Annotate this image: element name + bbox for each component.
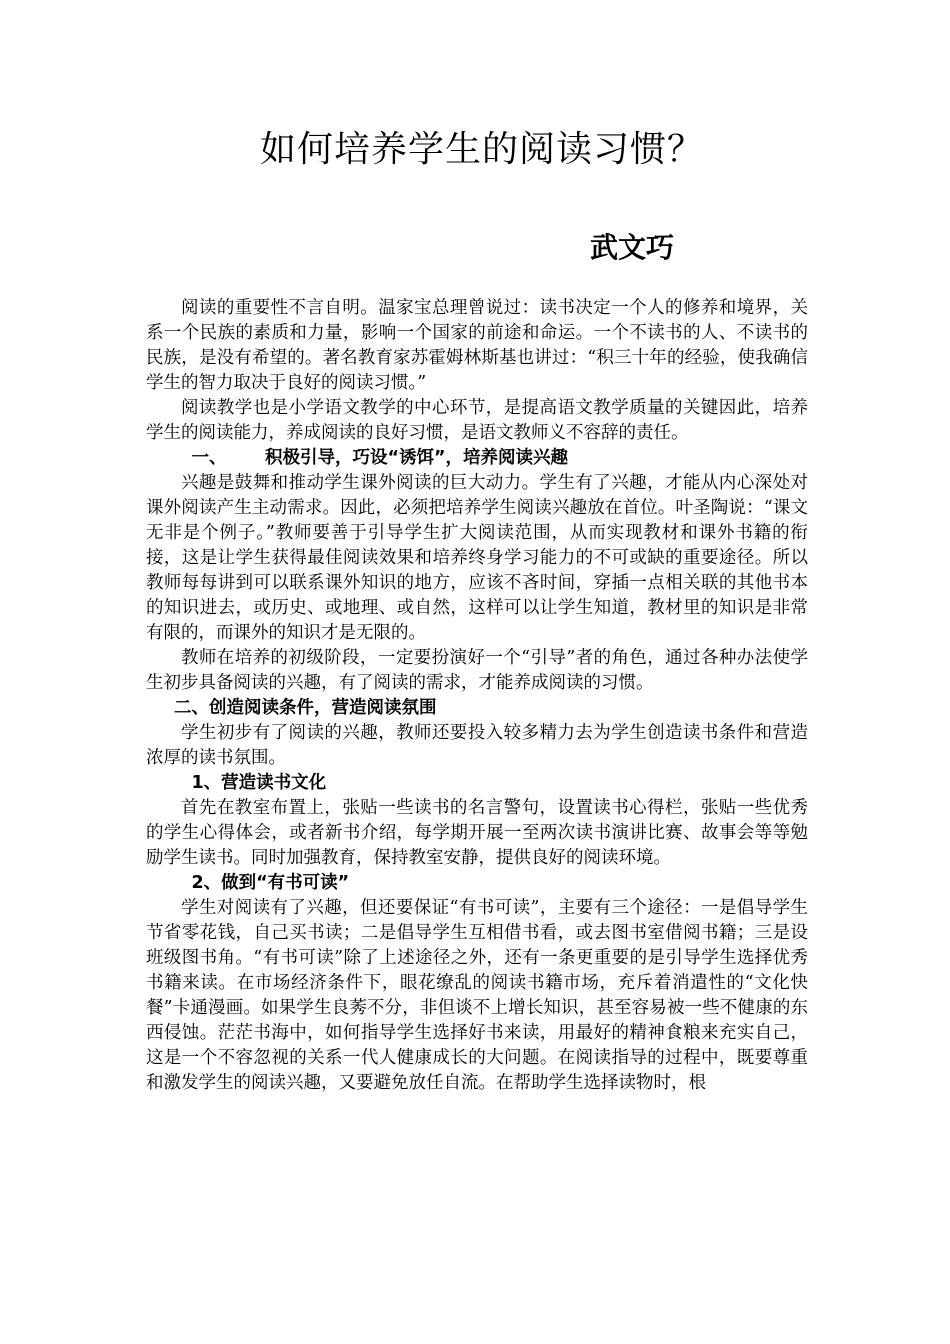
paragraph-importance: 阅读教学也是小学语文教学的中心环节，是提高语文教学质量的关键因此，培养学生的阅读能力，养成阅读的良好习惯，是语文教师义不容辞的责任。 — [146, 398, 808, 443]
paragraph-culture: 首先在教室布置上，张贴一些读书的名言警句，设置读书心得栏，张贴一些优秀的学生心得体会，或者新书介绍，每学期开展一至两次读书演讲比赛、故事会等等勉励学生读书。同时加强教育，保持教室安静，提供良好的阅读环境。 — [146, 798, 808, 868]
document-body — [146, 296, 808, 1096]
paragraph-guide: 教师在培养的初级阶段，一定要扮演好一个“引导”者的角色，通过各种办法使学生初步具备阅读的兴趣，有了阅读的需求，才能养成阅读的习惯。 — [146, 648, 808, 693]
section-heading-1-text: 积极引导，巧设“诱饵”，培养阅读兴趣 — [265, 448, 569, 468]
section-heading-2: 二、创造阅读条件，营造阅读氛围 — [174, 698, 437, 718]
section-heading-1-number: 一、 — [191, 448, 227, 468]
section-heading-1 — [146, 446, 808, 471]
paragraph-books: 学生对阅读有了兴趣，但还要保证“有书可读”，主要有三个途径：一是倡导学生节省零花钱，自己买书读；二是倡导学生互相借书看，或去图书室借阅书籍；三是设班级图书角。“有书可读”除了上述途径之外，还有一条更重要的是引导学生选择优秀书籍来读。在市场经济条件下，眼花缭乱的阅读书籍市场，充斥着消遣性的“文化快餐”卡通漫画。如果学生良莠不分，非但谈不上增长知识，甚至容易被一些不健康的东西侵蚀。茫茫书海中，如何指导学生选择好书来读，用最好的精神食粮来充实自己，这是一个不容忽视的关系一代人健康成长的大问题。在阅读指导的过程中，既要尊重和激发学生的阅读兴趣，又要避免放任自流。在帮助学生选择读物时，根 — [146, 898, 808, 1093]
paragraph-intro: 阅读的重要性不言自明。温家宝总理曾说过：读书决定一个人的修养和境界，关系一个民族的素质和力量，影响一个国家的前途和命运。一个不读书的人、不读书的民族，是没有希望的。著名教育家苏霍姆林斯基也讲过：“积三十年的经验，使我确信学生的智力取决于良好的阅读习惯。” — [146, 298, 808, 393]
subsection-heading-1: 1、营造读书文化 — [191, 773, 327, 793]
author-name: 武文巧 — [590, 231, 675, 264]
subsection-heading-2: 2、做到“有书可读” — [191, 873, 350, 893]
document-title: 如何培养学生的阅读习惯？ — [259, 129, 704, 170]
paragraph-interest: 兴趣是鼓舞和推动学生课外阅读的巨大动力。学生有了兴趣，才能从内心深处对课外阅读产生主动需求。因此，必须把培养学生阅读兴趣放在首位。叶圣陶说：“课文无非是个例子。”教师要善于引导学生扩大阅读范围，从而实现教材和课外书籍的衔接，这是让学生获得最佳阅读效果和培养终身学习能力的不可或缺的重要途径。所以教师每每讲到可以联系课外知识的地方，应该不吝时间，穿插一点相关联的其他书本的知识进去，或历史、或地理、或自然，这样可以让学生知道，教材里的知识是非常有限的，而课外的知识才是无限的。 — [146, 473, 808, 643]
paragraph-conditions: 学生初步有了阅读的兴趣，教师还要投入较多精力去为学生创造读书条件和营造浓厚的读书氛围。 — [146, 723, 808, 768]
